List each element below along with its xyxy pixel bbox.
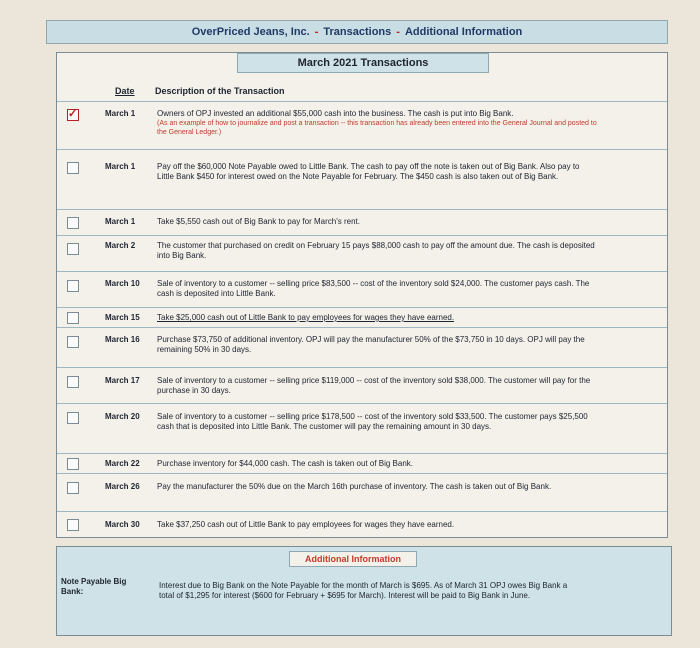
transaction-date: March 17 xyxy=(105,376,140,385)
transaction-text: Owners of OPJ invested an additional $55,000 cash into the business. The cash is put into Big Bank. xyxy=(157,109,514,118)
transaction-description: Sale of inventory to a customer -- selling price $83,500 -- cost of the inventory sold $24,000. The customer pays cash. The cash is deposited into Little Bank. xyxy=(157,279,590,298)
transaction-checkbox[interactable] xyxy=(67,217,79,229)
transaction-checkbox[interactable] xyxy=(67,280,79,292)
transaction-checkbox[interactable] xyxy=(67,376,79,388)
transaction-description: Sale of inventory to a customer -- selling price $119,000 -- cost of the inventory sold $38,000. The customer will pay for the purchase in 30 days. xyxy=(157,376,591,395)
transaction-row xyxy=(57,209,667,236)
transaction-description xyxy=(157,109,597,137)
transaction-checkbox[interactable] xyxy=(67,336,79,348)
header-separator: - xyxy=(314,26,319,38)
transaction-description: Take $5,550 cash out of Big Bank to pay for March's rent. xyxy=(157,217,360,226)
header-company: OverPriced Jeans, Inc. xyxy=(191,26,310,38)
note-payable-text: Interest due to Big Bank on the Note Payable for the month of March is $695. As of March 31 OPJ owes Big Bank a total of $1,295 for interest ($600 for February + $695 for March). Interest will be paid to Big Bank in June. xyxy=(159,581,568,600)
transaction-row xyxy=(57,367,667,404)
transaction-date: March 15 xyxy=(105,313,140,322)
header-tab-transactions[interactable]: Transactions xyxy=(323,26,392,38)
transaction-row xyxy=(57,511,667,537)
header-separator: - xyxy=(396,26,400,38)
transaction-row xyxy=(57,271,667,308)
transaction-checkbox[interactable] xyxy=(67,458,79,470)
note-payable-label: Note Payable Big Bank: xyxy=(61,577,127,596)
transaction-row xyxy=(57,149,667,210)
transactions-panel xyxy=(56,52,668,538)
transaction-row xyxy=(57,101,667,150)
transaction-row xyxy=(57,473,667,512)
transaction-checkbox[interactable] xyxy=(67,312,79,324)
transaction-date: March 1 xyxy=(105,217,136,226)
transaction-checkbox[interactable] xyxy=(67,412,79,424)
transaction-date: March 20 xyxy=(105,412,140,421)
transaction-date: March 10 xyxy=(105,279,140,288)
transaction-date: March 1 xyxy=(105,162,136,171)
transaction-date: March 16 xyxy=(105,335,140,344)
transaction-checkbox[interactable] xyxy=(67,519,79,531)
transaction-date: March 30 xyxy=(105,520,140,529)
transaction-row xyxy=(57,403,667,454)
transaction-description: Take $37,250 cash out of Little Bank to pay employees for wages they have earned. xyxy=(157,520,455,529)
transaction-row xyxy=(57,327,667,368)
additional-information-title: Additional Information xyxy=(289,551,417,567)
transaction-description: Pay off the $60,000 Note Payable owed to Little Bank. The cash to pay off the note is taken out of Big Bank. Also pay to Little Bank $450 for interest owed on the Note Payable for February. The $450 cash is also taken out of Big Bank. xyxy=(157,162,580,181)
header-bar xyxy=(46,20,668,44)
transaction-date: March 22 xyxy=(105,459,140,468)
transaction-checkbox[interactable] xyxy=(67,482,79,494)
transaction-checkbox[interactable] xyxy=(67,162,79,174)
transaction-row xyxy=(57,235,667,272)
transaction-note: (As an example of how to journalize and post a transaction -- this transaction has already been entered into the General Journal and posted to the General Ledger.) xyxy=(157,120,597,136)
transaction-description: Pay the manufacturer the 50% due on the March 16th purchase of inventory. The cash is taken out of Big Bank. xyxy=(157,482,552,491)
panel-title: March 2021 Transactions xyxy=(237,53,489,73)
header-tab-additional-information[interactable]: Additional Information xyxy=(404,26,523,38)
transaction-checkbox[interactable] xyxy=(67,243,79,255)
transaction-date: March 2 xyxy=(105,241,136,250)
transaction-date: March 26 xyxy=(105,482,140,491)
transaction-row xyxy=(57,307,667,328)
transaction-description: Sale of inventory to a customer -- selling price $178,500 -- cost of the inventory sold $33,500. The customer pays $25,500 cash that is deposited into Little Bank. The customer will pay the remaining amount in 30 days. xyxy=(157,412,588,431)
transaction-description: Purchase $73,750 of additional inventory. OPJ will pay the manufacturer 50% of the $73,750 in 10 days. OPJ will pay the remaining 50% in 30 days. xyxy=(157,335,585,354)
transaction-description: Take $25,000 cash out of Little Bank to pay employees for wages they have earned. xyxy=(157,313,455,322)
transaction-description: Purchase inventory for $44,000 cash. The cash is taken out of Big Bank. xyxy=(157,459,414,468)
date-column-header: Date xyxy=(115,86,135,96)
transaction-row xyxy=(57,453,667,474)
description-column-header: Description of the Transaction xyxy=(155,86,285,96)
transaction-checkbox[interactable] xyxy=(67,109,79,121)
additional-information-panel xyxy=(56,546,672,636)
transaction-date: March 1 xyxy=(105,109,136,118)
transaction-description: The customer that purchased on credit on February 15 pays $88,000 cash to pay off the amount due. The cash is deposited into Big Bank. xyxy=(157,241,595,260)
